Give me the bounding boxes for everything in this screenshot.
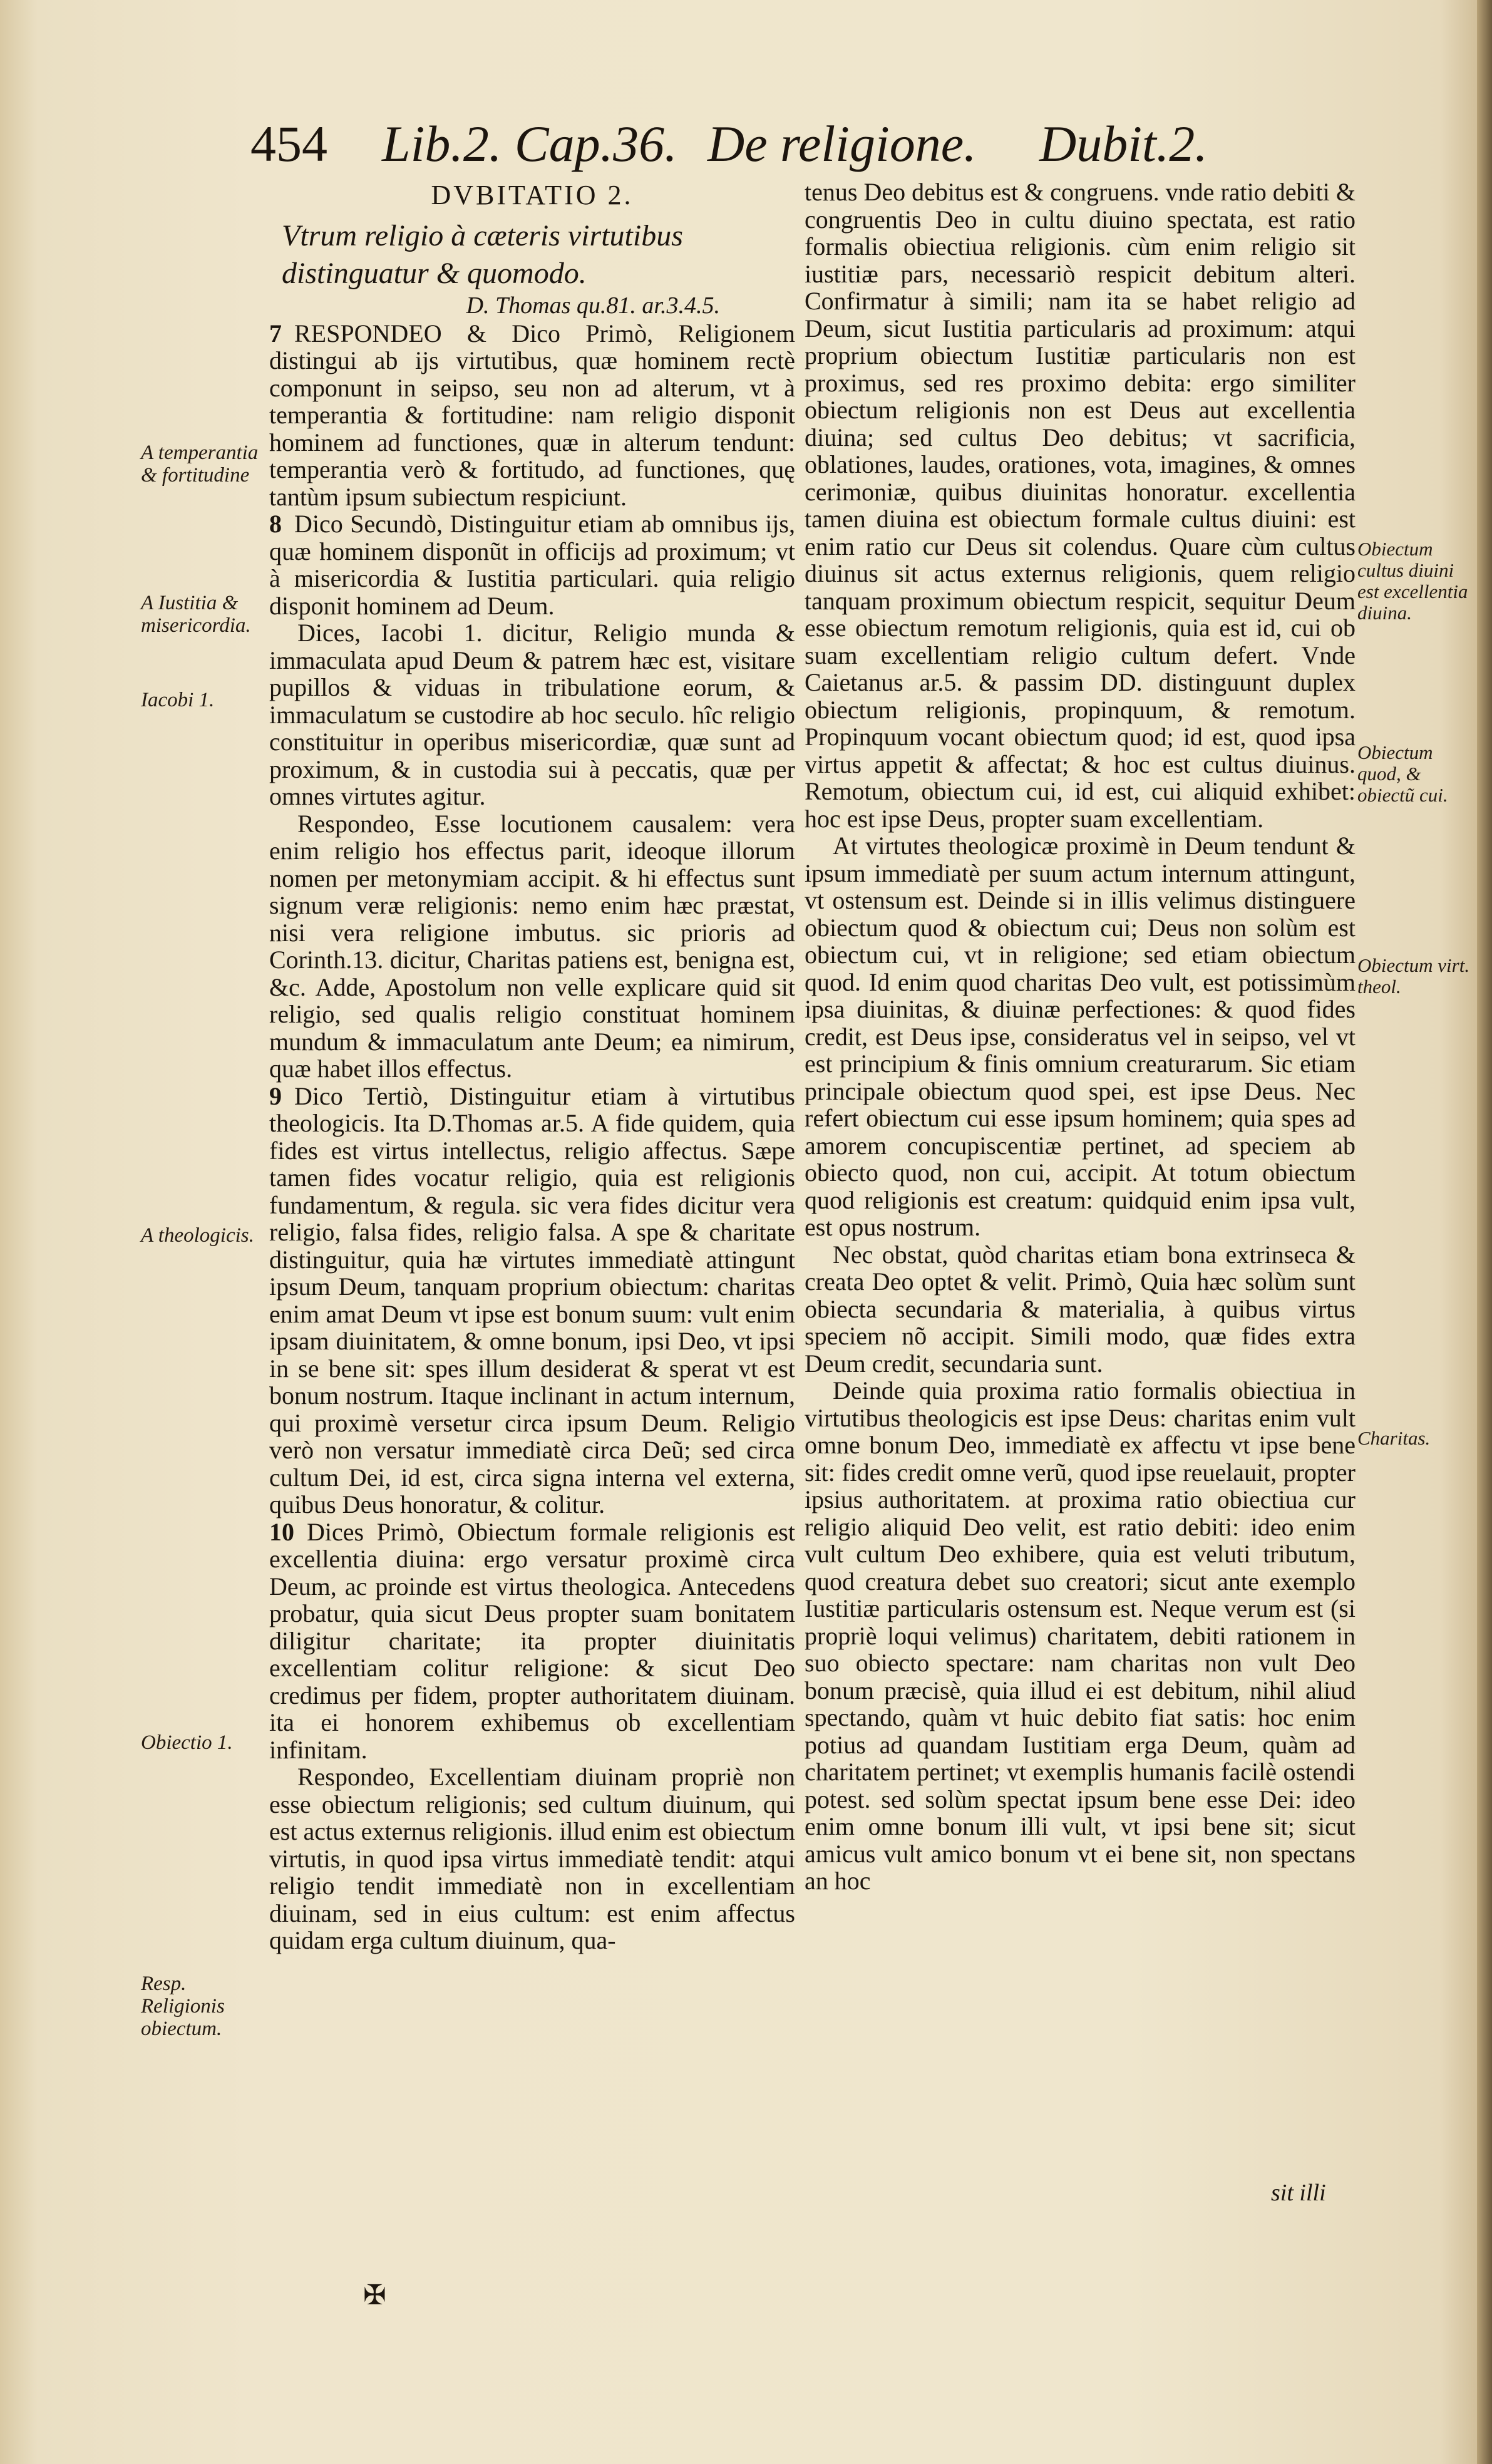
- margin-note: A temperantia & fortitudine: [141, 441, 259, 487]
- margin-note: Charitas.: [1357, 1427, 1431, 1449]
- paragraph-text: Dico Secundò, Distinguitur etiam ab omnibus ijs, quæ hominem disponũt in officijs ad proximum; vt à misericordia & Iustitia particulari. quia religio disponit hominem ad Deum.: [269, 510, 795, 620]
- margin-note: Obiectum quod, & obiectũ cui.: [1357, 741, 1448, 806]
- question-title: Vtrum religio à cæteris virtutibus distinguatur & quomodo.: [282, 219, 683, 290]
- paragraph: Respondeo, Esse locutionem causalem: vera enim religio hos effectus parit, ideoque illorum nomen per metonymiam accipit. & hi effectus sunt signum veræ religionis: nemo enim hæc præstat, nisi vera religione imbutus. sic prioris ad Corinth.13. dicitur, Charitas patiens est, benigna est, &c. Adde, Apostolum non velle explicare quid sit religio, sed qualis religio constituat hominem mundum & immaculatum ante Deum; ea nimirum, quæ habet illos effectus.: [269, 809, 795, 1083]
- dubitatio-heading: DVBITATIO 2.: [431, 180, 634, 210]
- paragraph-text: Dico Tertiò, Distinguitur etiam à virtutibus theologicis. Ita D.Thomas ar.5. A fide quidem, quia fides est virtus intellectus, religio affectus. Sæpe tamen fides vocatur religio, quia est religionis fundamentum, & regula. sic vera fides dicitur vera religio, falsa fides, religio falsa. A spe & charitate distinguitur, quia hæ virtutes immediatè attingunt ipsum Deum, tanquam proprium obiectum: charitas enim amat Deum vt ipse est bonum suum: vult enim ipsam diuinitatem, & omne bonum, ipsi Deo, vt ipsi in se bene sit: spes illum desiderat & sperat vt est bonum nostrum. Itaque inclinant in actum internum, qui proximè versetur circa ipsum Deum. Religio verò non versatur immediatè circa Deũ; sed circa cultum Dei, id est, circa signa interna vel externa, quibus Deus honoratur, & colitur.: [269, 1081, 795, 1518]
- paragraph: Deinde quia proxima ratio formalis obiectiua in virtutibus theologicis est ipse Deus: charitas enim vult omne bonum Deo, immediatè ex affectu vt ipse bene sit: fides credit omne verũ, quod ipse reuelauit, propter ipsius authoritatem. at proxima ratio obiectiua cur religio aliquid Deo velit, est ratio debiti: ideo enim vult cultum Deo exhibere, quia est veluti tributum, quod creatura debet suo creatori; sicut ante exemplo Iustitiæ particularis ostensum est. Neque verum est (si propriè loqui velimus) charitatem, debiti rationem in suo obiecto spectare: nam charitas non vult Deo bonum præcisè, quia illud ei est debitum, nihil aliud spectando, quàm vt huic debito fiat satis: hoc enim potius ad quandam Iustitiam erga Deum, quàm ad charitatem pertinet; vt exemplis humanis facilè ostendi potest. sed solùm spectat ipsum bene esse Dei: ideo enim omne bonum illi vult, vt ipsi bene sit; sicut amicus vult amico bonum vt ei bene sit, non spectans an hoc: [805, 1376, 1356, 1895]
- paragraph-text: RESPONDEO & Dico Primò, Religionem distingui ab ijs virtutibus, quæ hominem rectè componunt in seipso, seu non ad alterum, vt à temperantia & fortitudine: nam religio disponit hominem ad functiones, quæ in alterum tendunt: temperantia verò & fortitudo, ad functiones, quę tantùm ipsum subiectum respiciunt.: [269, 319, 795, 511]
- paragraph-text: Dices Primò, Obiectum formale religionis est excellentia diuina: ergo versatur proximè circa Deum, ac proinde est virtus theologica. Antecedens probatur, quia sicut Deus propter suam bonitatem diligitur charitate; ita propter diuinitatis excellentiam colitur religione: & sicut Deo credimus per fidem, propter authoritatem diuinam. ita ei honorem exhibemus ob excellentiam infinitam.: [269, 1517, 795, 1764]
- paragraph: [269, 1083, 795, 1518]
- page-edge: [1477, 0, 1492, 2464]
- paragraph: Dices, Iacobi 1. dicitur, Religio munda & immaculata apud Deum & patrem hæc est, visitare pupillos & viduas in tribulatione eorum, & immaculatum se custodire ab hoc seculo. hîc religio constituitur in operibus misericordiæ, quæ sunt ad proximum, & in custodia sui à peccatis, quæ per omnes virtutes agitur.: [269, 619, 795, 810]
- paragraph-number: 10: [269, 1517, 294, 1546]
- printer-ornament: ✠: [363, 2280, 386, 2311]
- paragraph: [269, 1518, 795, 1764]
- margin-note: Iacobi 1.: [141, 689, 215, 711]
- margin-note: Obiectum virt. theol.: [1357, 954, 1470, 997]
- paragraph: At virtutes theologicæ proximè in Deum tendunt & ipsum immediatè per suum actum internum attingunt, vt ostensum est. Deinde si in illis velimus distinguere obiectum quod & obiectum cui; Deus non solùm est obiectum cui, vt in religione; sed etiam obiectum quod. Id enim quod charitas Deo vult, est potissimùm ipsa diuinitas, & diuinæ perfectiones: & quod fides credit, est Deus ipse, consideratus vel in seipso, vel vt est principium & finis omnium creaturarum. Sic etiam principale obiectum quod spei, est ipse Deus. Nec refert obiectum cui esse ipsum hominem; quia spes ad amorem concupiscentiæ pertinet, ad speciem ab obiecto quod, non cui, accipit. At totum obiectum quod religionis est creatum: quidquid enim ipsa vult, est opus nostrum.: [805, 832, 1356, 1241]
- section-title: De religione.: [707, 115, 977, 172]
- book-chapter: Lib.2. Cap.36.: [382, 115, 677, 172]
- paragraph-number: 7: [269, 319, 282, 348]
- margin-note: Obiectio 1.: [141, 1731, 233, 1754]
- margin-note: Resp. Religionis obiectum.: [141, 1972, 225, 2040]
- margin-note: A theologicis.: [141, 1224, 254, 1247]
- right-column: [805, 178, 1356, 1895]
- running-header: [250, 116, 1440, 172]
- left-column: [269, 178, 795, 1954]
- reference-line: D. Thomas qu.81. ar.3.4.5.: [466, 292, 720, 319]
- paragraph: Respondeo, Excellentiam diuinam propriè non esse obiectum religionis; sed cultum diuinum, qui est actus externus religionis. illud enim est obiectum virtutis, in quod ipsa virtus immediatè tendit: atqui religio tendit immediatè non in excellentiam diuinam, sed in eius cultum: est enim affectus quidam erga cultum diuinum, qua-: [269, 1763, 795, 1954]
- margin-note: A Iustitia & misericordia.: [141, 592, 251, 637]
- dubitatio-label: Dubit.2.: [1039, 115, 1208, 172]
- catchword: sit illi: [1271, 2180, 1326, 2206]
- paragraph-number: 8: [269, 510, 282, 538]
- paragraph: tenus Deo debitus est & congruens. vnde ratio debiti & congruentis Deo in cultu diuino spectata, est ratio formalis obiectiua religionis. cùm enim religio sit iustitiæ pars, necessariò respicit debitum alteri. Confirmatur à simili; nam ita se habet religio ad Deum, sicut Iustitia particularis ad proximum: atqui proprium obiectum Iustitiæ particularis non est proximus, sed res proximo debita: ergo similiter obiectum religionis non est Deus aut excellentia diuina; sed cultus Deo debitus; vt sacrificia, oblationes, laudes, orationes, vota, imagines, & omnes cerimoniæ, quibus diuinitas honoratur. excellentia tamen diuina est obiectum formale cultus diuini: est enim ratio cur Deus sit colendus. Quare cùm cultus diuinus sit actus externus religionis, quem religio tanquam proximum obiectum respicit, sequitur Deum esse obiectum remotum religionis, quia est id, cui ob suam excellentiam religio cultum defert. Vnde Caietanus ar.5. & passim DD. distinguunt duplex obiectum religionis, propinquum, & remotum. Propinquum vocant obiectum quod; id est, quod ipsa virtus appetit & affectat; & hoc est cultus diuinus. Remotum, obiectum cui, id est, cui aliquid exhibet: hoc est ipse Deus, propter suam excellentiam.: [805, 178, 1356, 833]
- paragraph: Nec obstat, quòd charitas etiam bona extrinseca & creata Deo optet & velit. Primò, Quia hæc solùm sunt obiecta secundaria & materialia, à quibus virtus speciem nõ accipit. Simili modo, quæ fides extra Deum credit, secundaria sunt.: [805, 1240, 1356, 1378]
- paragraph-number: 9: [269, 1081, 282, 1110]
- page-number: 454: [250, 115, 327, 172]
- paragraph: [269, 320, 795, 511]
- margin-note: Obiectum cultus diuini est excellentia diuina.: [1357, 538, 1468, 624]
- paragraph: [269, 510, 795, 619]
